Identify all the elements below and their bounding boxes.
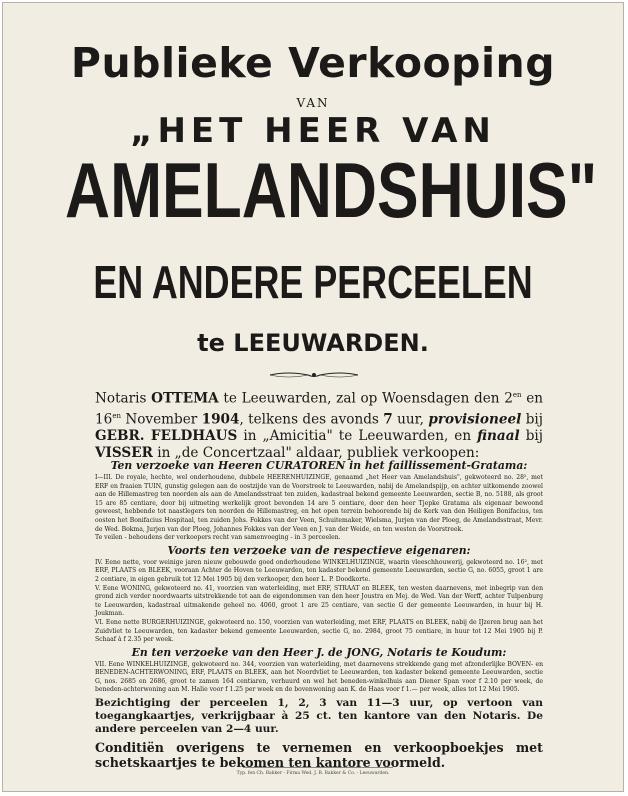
title-publieke-verkooping: Publieke Verkooping: [70, 39, 556, 87]
title-en-andere-perceelen: EN ANDERE PERCEELEN: [93, 256, 533, 308]
lot-i-iii-paragraph: I—III. De royale, hechte, wel onderhoudene, dubbele HEERENHUIZINGE, genaamd „het Heer van Amelandshuis", gekwoteerd no. 28², met ERF en fraaien TUIN, gunstig gelegen aan de oostzijde van de Voorstreek te Leeuwarden, nabij de Amelandspijp, en achter uitkomende zoowel aan de Hillemastreg ten noorden als aan de Amelandsstraat ten zuiden, kadastraal bekend gemeente Leeuwarden, sectie B, no. 5188, als groot 15 are 85 centiare, door bij uitmeting werkelijk groot bevonden 14 are 5 centiare, door den heer Tjepke Gratama als eigenaar bewoond geweest, hebbende tot naastlegers ten noorden de Hillemastreg, en het open terrein behoorende bij de Kerk van den Heiligen Bonifacius, ten oosten het Bonifacius Hospitaal, ten zuiden Johs. Fokkes van der Veen, Schuitemaker, Wielsma, Jurjen van der Ploeg, de Amelandsstraat, Mevr. de Wed. Bokma, Jurjen van der Ploeg, Johannes Fokkes van der Veen en J. van der Weide, en ten westen de Voorstreek.: [95, 474, 543, 533]
title-amelandshuis: AMELANDSHUIS": [65, 146, 598, 234]
lot-vii-paragraph: VII. Eene WINKELHUIZINGE, gekwoteerd no. 344, voorzien van waterleiding, met daarnevens strekkende gang met afzonderlijke BOVEN- en BENEDEN-ACHTERWONING, ERF, PLAATS en BLEEK, aan het Noordvliet te Leeuwarden, ten kadaster bekend gemeente Leeuwarden, sectie G, nos. 2685 en 2686, groot te zamen 164 centiaren, verhuurd en wel het beneden-winkelhuis aan Diener Span voor f 2.10 per week, de beneden-achterwoning aan M. Halie voor f 1.25 per week en de bovenwoning aan K. de Haas voor f 1.— per week, alles tot 12 Mei 1905.: [95, 660, 543, 694]
section-heading-curatoren: Ten verzoeke van Heeren CURATOREN in het faillissement-Gratama:: [110, 459, 528, 472]
bezichtiging-paragraph: Bezichtiging der perceelen 1, 2, 3 van 11—3 uur, op vertoon van toegangkaartjes, verkrijgbaar à 25 ct. ten kantore van den Notaris. De andere perceelen van 2—4 uur.: [95, 697, 543, 736]
intro-paragraph: Notaris OTTEMA te Leeuwarden, zal op Woensdagen den $2^{en}$ en $16^{en}$ November 1904, telkens des avonds 7 uur, provisioneel bij GEBR. FELDHAUS in „Amicitia" te Leeuwarden, en finaal bij VISSER in „de Concertzaal" aldaar, publiek verkoopen:: [95, 390, 544, 462]
lot-note-paragraph: Te veilen - behoudens der verkoopers recht van samenvoeging - in 3 perceelen.: [95, 534, 341, 542]
printer-imprint: Typ. fen Ch. Bakker - Firma Wed. J. B. Bakker & Co. - Leeuwarden.: [236, 771, 390, 776]
title-te-leeuwarden: te LEEUWARDEN.: [197, 329, 429, 357]
section-heading-eigenaren: Voorts ten verzoeke van de respectieve eigenaren:: [167, 543, 471, 557]
poster-sheet: [2, 2, 624, 792]
title-van: VAN: [296, 96, 330, 110]
printer-divider: [243, 767, 393, 768]
lot-v-paragraph: V. Eene WONING, gekwoteerd no. 41, voorzien van waterleiding, met ERF, STRAAT en BLEEK, ten westen daarnevens, met inbegrip van den grond zich verder noordwaarts uitstrekkende tot aan de eigendommen van den heer Joustra en Mej. de Wed. Van der Werff, achter Tulpenburg te Leeuwarden, kadastraal uitmakende geheel no. 4060, groot 1 are 25 centiare, van sectie G der gemeente Leeuwarden, in huur bij H. Joukman.: [95, 584, 543, 618]
title-het-heer-van: „HET HEER VAN: [130, 111, 496, 151]
lot-iv-paragraph: IV. Eene nette, voor weinige jaren nieuw gebouwde goed onderhoudene WINKELHUIZINGE, waarin vleeschhouwerij, gekwoteerd no. 16², met ERF, PLAATS en BLEEK, vooraan Achter de Hoven te Leeuwarden, ten kadaster bekend gemeente Leeuwarden, sectie G, no. 6055, groot 1 are 2 centiare, in eigen gebruik tot 12 Mei 1905 bij den verkooper, den heer L. P. Doodkorte.: [95, 558, 543, 583]
lot-vi-paragraph: VI. Eene nette BURGERHUIZINGE, gekwoteerd no. 150, voorzien van waterleiding, met ERF, PLAATS en BLEEK, nabij de IJzeren brug aan het Zuidvliet te Leeuwarden, ten kadaster bekend gemeente Leeuwarden, sectie G, no. 2984, groot 75 centiare, in huur tot 12 Mei 1905 bij P. Schaaf à f 2.35 per week.: [95, 618, 543, 644]
body-text: [95, 458, 543, 770]
ornament-divider-icon: [268, 369, 360, 381]
condities-paragraph: Conditiën overigens te vernemen en verkoopboekjes met schetskaartjes te bekomen ten kantore voormeld.: [95, 740, 543, 771]
section-heading-de-jong: En ten verzoeke van den Heer J. de JONG, Notaris te Koudum:: [131, 645, 507, 659]
